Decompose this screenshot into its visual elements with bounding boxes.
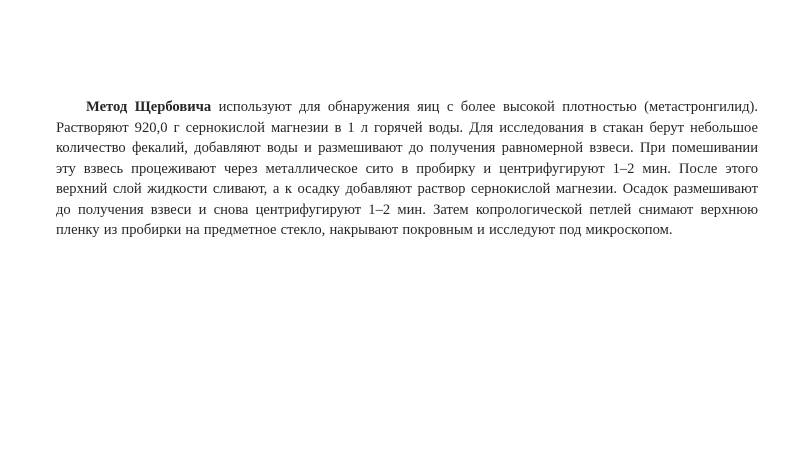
method-title: Метод Щербовича (86, 99, 212, 115)
method-description: используют для обнаружения яиц с более высокой плотностью (метастронгилид). Растворяют 920,0 г сернокислой магнезии в 1 л горячей воды. Для исследования в стакан берут небольшое количество фекалий, добавляют воды и размешивают до получения равномерной взвеси. При помешивании эту взвесь процеживают через металлическое сито в пробирку и центрифугируют 1–2 мин. После этого верхний слой жидкости сливают, а к осадку добавляют раствор сернокислой магнезии. Осадок размешивают до получения взвеси и снова центрифугируют 1–2 мин. Затем копрологической петлей снимают верхнюю пленку из пробирки на предметное стекло, накрывают покровным и исследуют под микроскопом. (56, 99, 759, 238)
method-paragraph (56, 97, 758, 241)
